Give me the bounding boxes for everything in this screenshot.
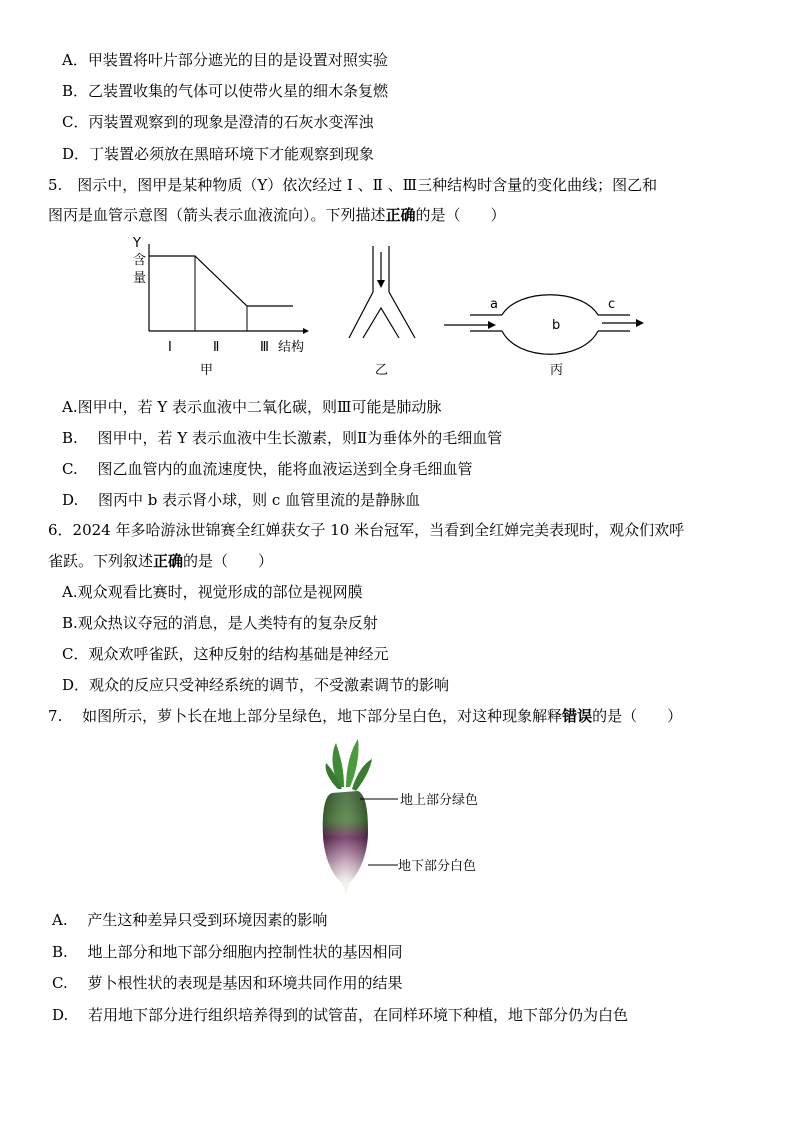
radish-figure [310,735,500,900]
radish-label-top: 地上部分绿色 [400,793,479,808]
fig-jia-y-label-2b: 量 [133,271,147,286]
q6-stem-line1: 6．2024 年多哈游泳世锦赛全红婵获女子 10 米台冠军，当看到全红婵完美表现时，观众们欢呼 [48,521,685,539]
q6-option-b: B.观众热议夺冠的消息，是人类特有的复杂反射 [62,614,378,632]
q5-stem-line2 [48,205,506,225]
figure-yi [345,242,420,382]
vessel-yi-inner-fork [363,308,399,338]
q7-stem-text: 7. 如图所示，萝卜长在地上部分呈绿色，地下部分呈白色，对这种现象解释 [48,707,563,725]
vessel-b-upper [502,295,598,315]
q5-option-d: D. 图丙中 b 表示肾小球，则 c 血管里流的是静脉血 [62,491,421,509]
figure-bing [440,290,650,382]
vessel-b-lower [502,331,598,354]
fig-yi-caption: 乙 [375,363,389,378]
figure-jia [125,232,320,382]
fig-jia-x-arrow [303,328,309,334]
fig-jia-curve [149,256,293,306]
q5-keyword: 正确 [385,206,416,224]
q7-stem-end: 的是（ ） [592,707,683,725]
outflow-arrow-icon [636,319,644,327]
fig-jia-y-label-2a: 含 [133,253,147,268]
q5-stem-line1: 5. 图示中，图甲是某种物质（Y）依次经过 Ⅰ 、Ⅱ 、Ⅲ三种结构时含量的变化曲线；图乙和 [48,176,658,194]
radish-label-bottom: 地下部分白色 [398,859,477,874]
radish-root-shading [323,791,368,895]
q7-stem [48,706,682,726]
vessel-yi-right-outer [389,292,415,338]
flow-arrow-icon [377,280,385,288]
fig-jia-tick-1: Ⅰ [168,340,172,355]
fig-bing-label-a: a [490,297,498,312]
fig-bing-label-b: b [552,318,561,333]
q5-stem-text: 图丙是血管示意图（箭头表示血液流向）。下列描述 [48,206,386,224]
q4-option-c: C．丙装置观察到的现象是澄清的石灰水变浑浊 [62,113,374,131]
q5-option-b: B. 图甲中，若 Y 表示血液中生长激素，则Ⅱ为垂体外的毛细血管 [62,429,503,447]
q6-option-a: A.观众观看比赛时，视觉形成的部位是视网膜 [62,583,363,601]
q5-stem-end: 的是（ ） [415,206,506,224]
q5-option-c: C. 图乙血管内的血流速度快，能将血液运送到全身毛细血管 [62,460,473,478]
fig-jia-caption: 甲 [200,363,214,378]
fig-jia-x-label: 结构 [278,340,305,355]
q7-option-d: D. 若用地下部分进行组织培养得到的试管苗，在同样环境下种植，地下部分仍为白色 [52,1006,629,1024]
q6-stem-line2 [48,551,273,571]
q7-option-a: A. 产生这种差异只受到环境因素的影响 [52,911,328,929]
fig-jia-tick-3: Ⅲ [260,340,269,355]
q7-option-c: C. 萝卜根性状的表现是基因和环境共同作用的结果 [52,974,403,992]
q6-option-d: D．观众的反应只受神经系统的调节，不受激素调节的影响 [62,676,450,694]
q4-option-a: A．甲装置将叶片部分遮光的目的是设置对照实验 [62,51,388,69]
vessel-yi-left-outer [349,292,373,338]
q4-option-d: D．丁装置必须放在黑暗环境下才能观察到现象 [62,145,375,163]
q6-keyword: 正确 [153,552,184,570]
q7-keyword: 错误 [562,707,593,725]
inflow-arrow-icon [488,321,496,329]
fig-jia-tick-2: Ⅱ [213,340,220,355]
q5-option-a: A.图甲中，若 Y 表示血液中二氧化碳，则Ⅲ可能是肺动脉 [62,398,442,416]
fig-jia-y-label: Y [133,236,141,251]
fig-bing-caption: 丙 [550,363,564,378]
q6-option-c: C．观众欢呼雀跃，这种反射的结构基础是神经元 [62,645,389,663]
q4-option-b: B．乙装置收集的气体可以使带火星的细木条复燃 [62,82,389,100]
fig-bing-label-c: c [608,297,616,312]
q6-stem-end: 的是（ ） [183,552,274,570]
q6-stem-text: 雀跃。下列叙述 [48,552,154,570]
q7-option-b: B. 地上部分和地下部分细胞内控制性状的基因相同 [52,943,403,961]
